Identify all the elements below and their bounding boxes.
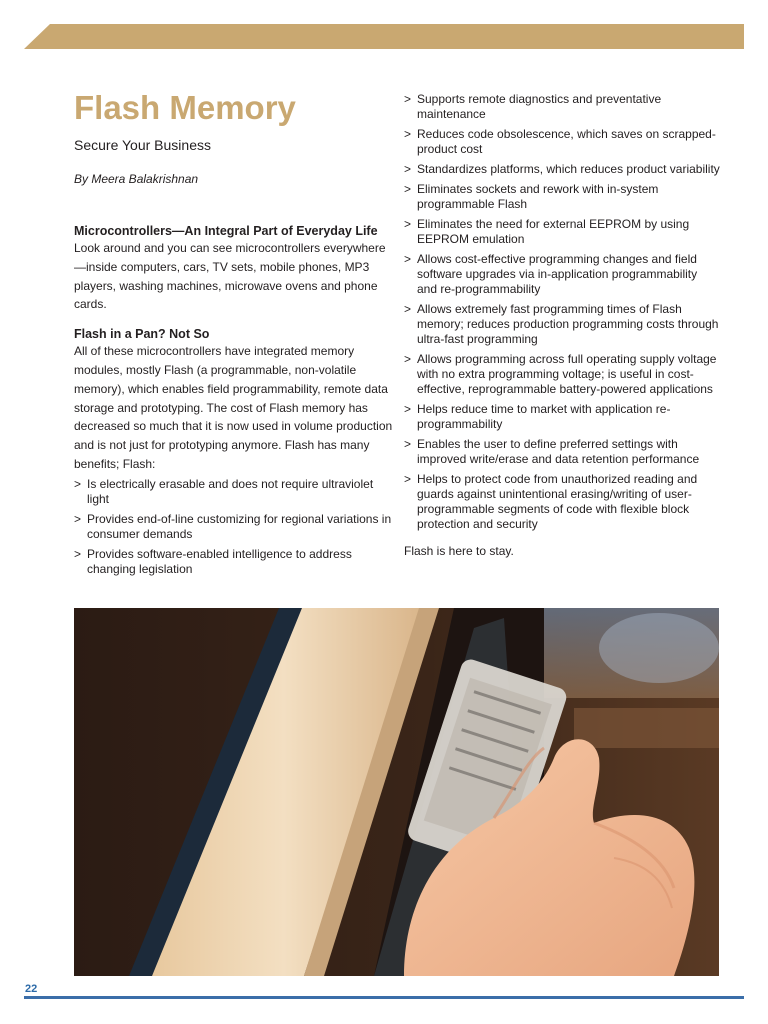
closing-line: Flash is here to stay. (404, 544, 514, 558)
benefit-item: > Allows programming across full operating supply voltage with no extra programming voltage; is useful in cost-effective, reprogrammable battery-powered applications (404, 352, 720, 397)
article-subtitle: Secure Your Business (74, 137, 211, 153)
benefit-item: > Eliminates the need for external EEPROM by using EEPROM emulation (404, 217, 720, 247)
benefit-item: > Allows cost-effective programming changes and field software upgrades via in-application programmability and re-programmability (404, 252, 720, 297)
benefit-item: > Enables the user to define preferred settings with improved write/erase and data retention performance (404, 437, 720, 467)
right-column (404, 92, 720, 559)
benefit-list-left (74, 477, 394, 577)
header-band (24, 24, 744, 49)
benefit-item: > Provides end-of-line customizing for regional variations in consumer demands (74, 512, 394, 542)
section-text-microcontrollers: Look around and you can see microcontrollers everywhere—inside computers, cars, TV sets, mobile phones, MP3 players, washing machines, microwave ovens and phone cards. (74, 241, 386, 312)
footer-rule (24, 996, 744, 999)
benefit-item: > Is electrically erasable and does not require ultraviolet light (74, 477, 394, 507)
section-heading-flash-in-a-pan: Flash in a Pan? Not So (74, 327, 210, 342)
benefit-item: > Helps reduce time to market with application re-programmability (404, 402, 720, 432)
section-heading-microcontrollers: Microcontrollers—An Integral Part of Everyday Life (74, 224, 378, 238)
left-column (74, 88, 394, 582)
benefit-item: > Supports remote diagnostics and preventative maintenance (404, 92, 720, 122)
benefit-list-right (404, 92, 720, 532)
photo-hand-inserting-card (74, 608, 719, 976)
article-byline: By Meera Balakrishnan (74, 172, 199, 186)
page-number: 22 (25, 983, 38, 995)
article-title: Flash Memory (74, 89, 296, 126)
benefit-item: > Eliminates sockets and rework with in-system programmable Flash (404, 182, 720, 212)
benefit-item: > Standardizes platforms, which reduces product variability (404, 162, 720, 177)
benefit-item: > Allows extremely fast programming times of Flash memory; reduces production programming costs through ultra-fast programming (404, 302, 720, 347)
benefit-item: > Provides software-enabled intelligence to address changing legislation (74, 547, 394, 577)
section-text-flash-in-a-pan: All of these microcontrollers have integrated memory modules, mostly Flash (a programmable, non-volatile memory), which enables field programmability, remote data storage and prototyping. The cost of Flash memory has decreased so much that it is now used in volume production and is not just for prototyping anymore. Flash has many benefits; Flash: (74, 344, 393, 471)
benefit-item: > Helps to protect code from unauthorized reading and guards against unintentional erasing/writing of user-programmable segments of code with flexible block protection and security (404, 472, 720, 532)
benefit-item: > Reduces code obsolescence, which saves on scrapped-product cost (404, 127, 720, 157)
